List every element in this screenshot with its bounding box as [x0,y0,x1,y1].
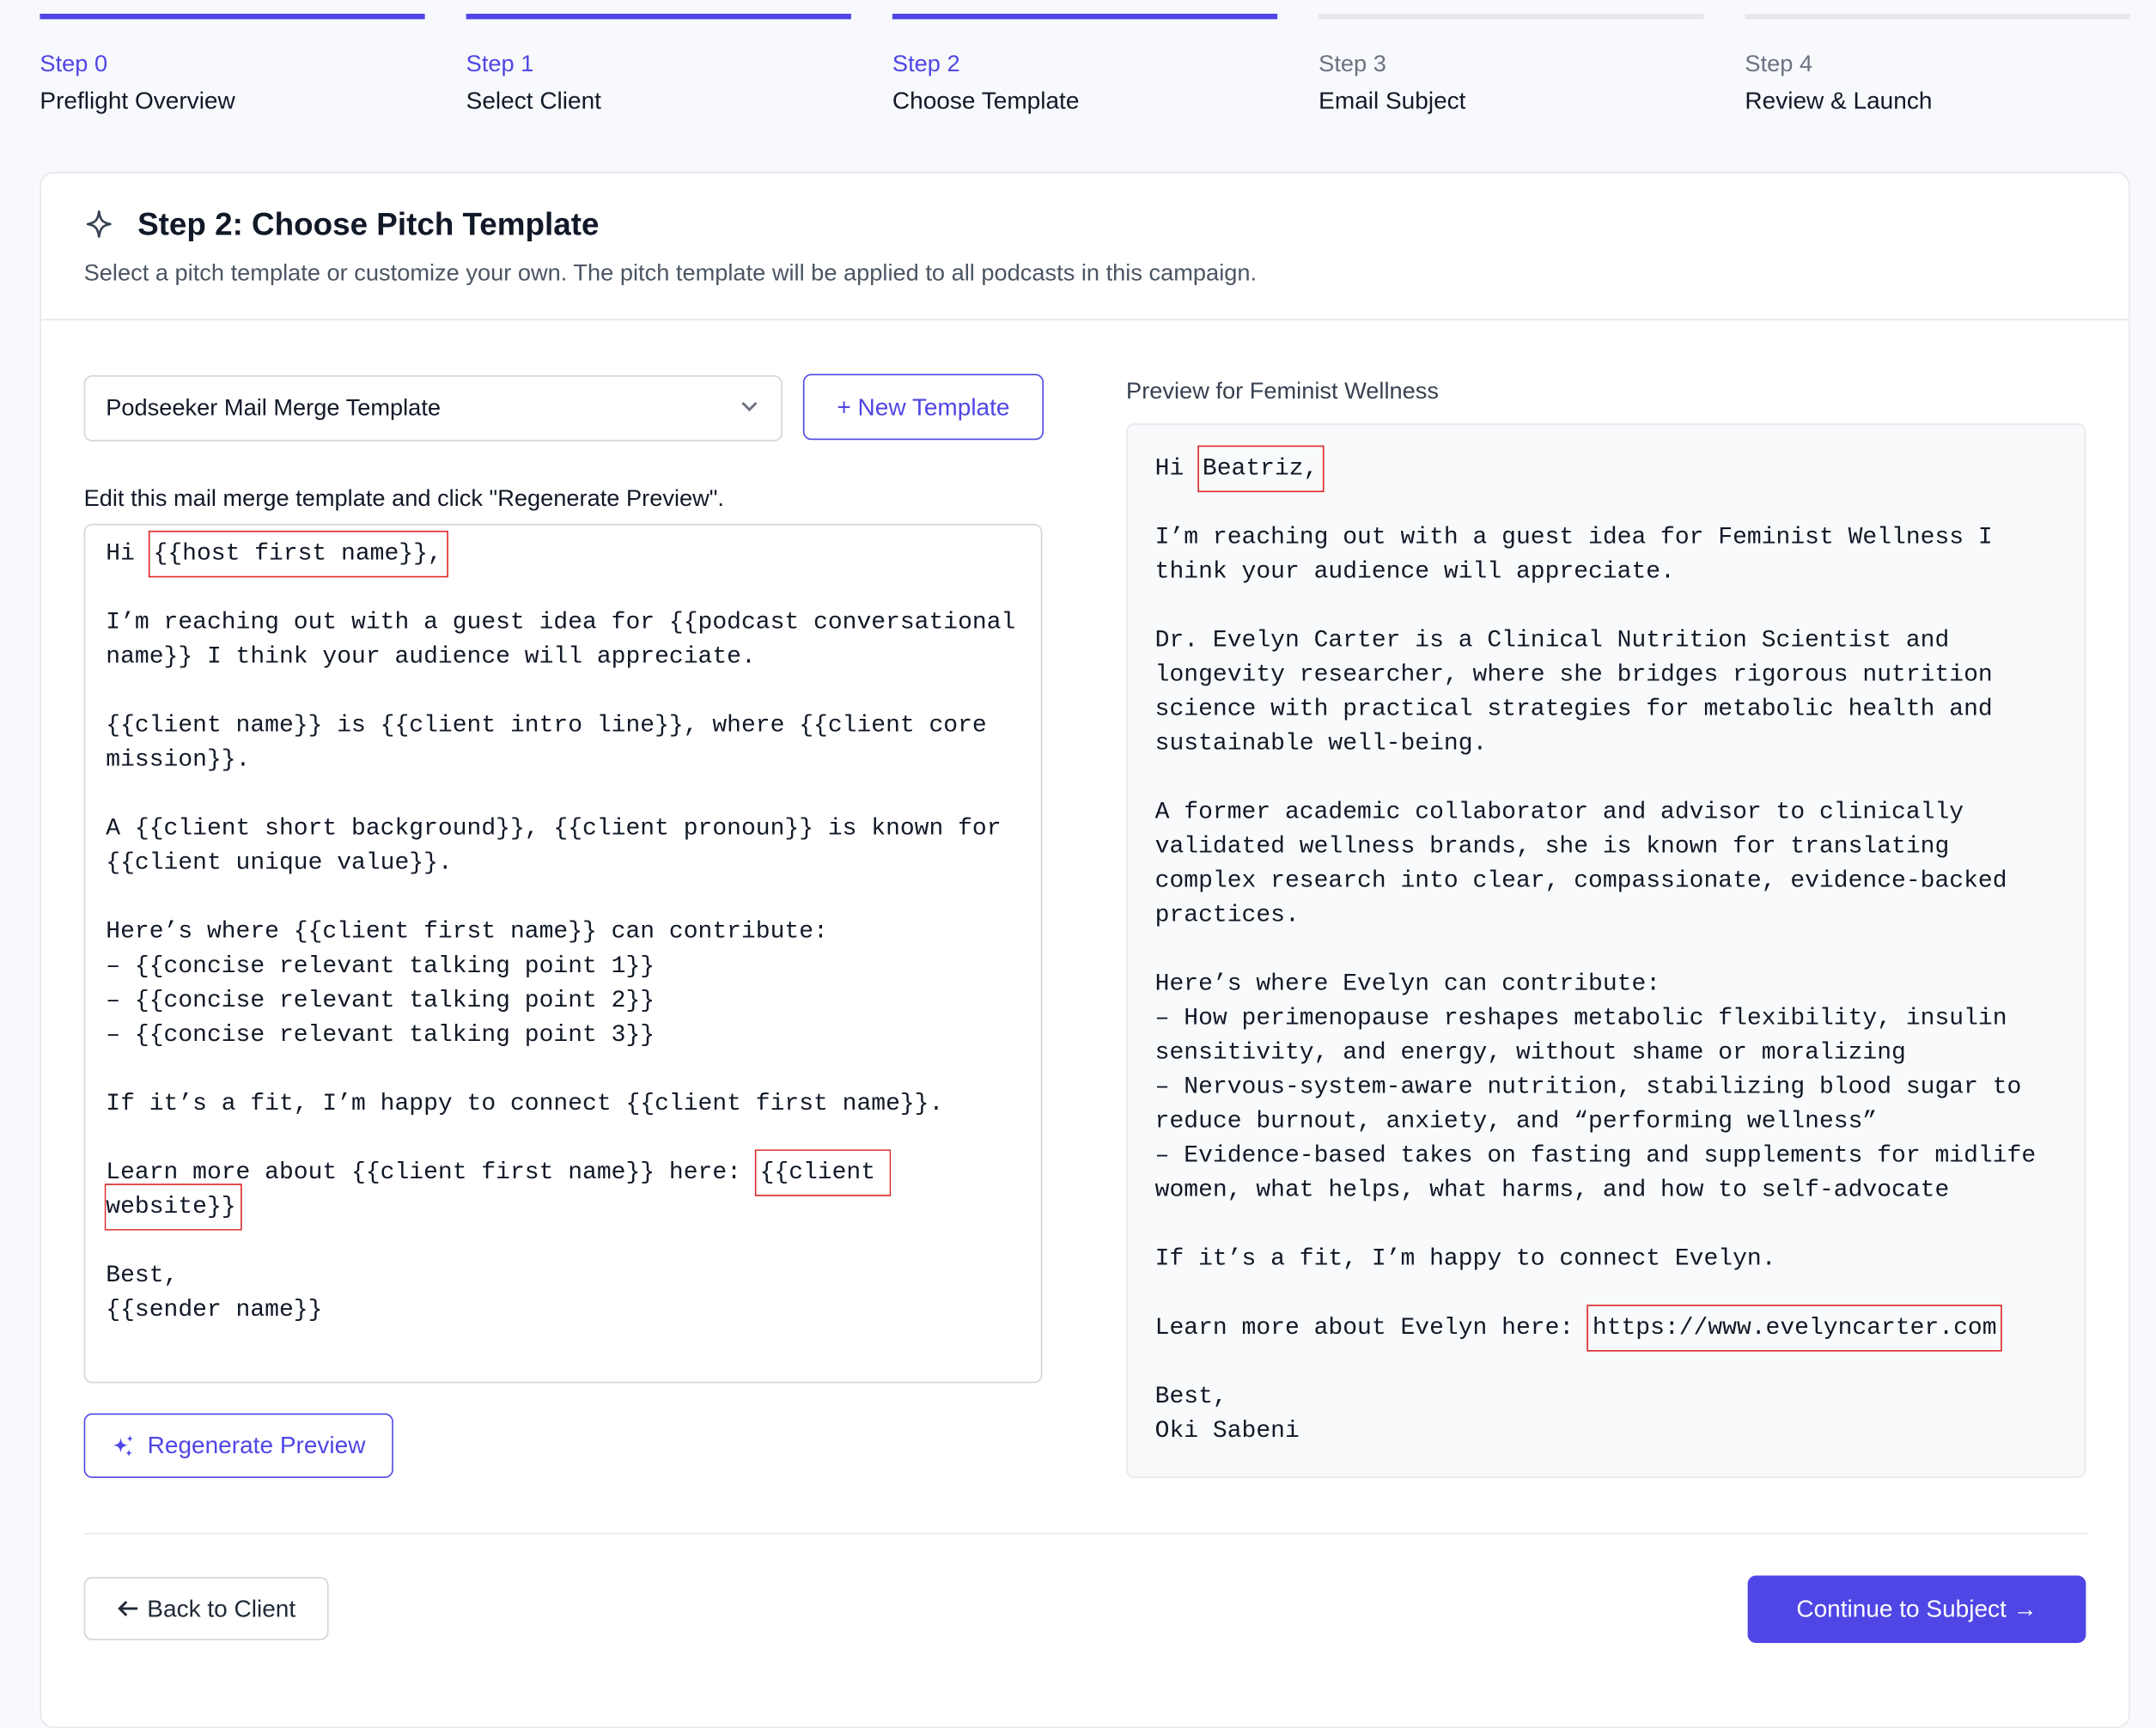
editor-instructions: Edit this mail merge template and click "Regenerate Preview". [83,485,724,512]
footer-divider [84,1533,2087,1535]
text-line [1155,762,2057,796]
text-segment: – Evidence-based takes on fasting and supplements for midlife women, what helps, what harms, and how to self-advocate [1154,1142,2050,1205]
text-line [106,606,1031,675]
step-number: Step 2 [892,51,960,77]
highlighted-variable: https://www.evelyncarter.com [1588,1306,2001,1350]
step-label: Select Client [466,86,601,114]
text-line [1155,934,2057,968]
text-segment: Learn more about Evelyn here: [1154,1314,1589,1342]
template-editor[interactable] [84,524,1043,1384]
text-segment: {{client name}} is {{client intro line}}, where {{client core mission}}. [106,712,1002,775]
text-line [106,1259,1020,1293]
text-line [1155,521,2057,590]
text-line [1155,1002,2057,1071]
text-line [1155,1071,2057,1140]
text-line [1155,1380,2057,1415]
text-line [1155,624,2057,762]
text-line [106,950,1020,984]
text-line [1155,487,2057,521]
step-number: Step 4 [1745,51,1813,77]
highlighted-variable: {{host first name}}, [149,532,447,576]
continue-to-subject-button[interactable]: Continue to Subject → [1748,1576,2086,1643]
step-progress-bar [892,14,1277,19]
step-number: Step 3 [1319,51,1386,77]
step-number: Step 0 [40,51,108,77]
text-line [1155,968,2057,1002]
text-segment: Learn more about {{client first name}} here: [106,1159,756,1187]
text-line [106,538,1020,572]
text-line [1155,590,2057,624]
text-segment: Hi [1154,454,1199,483]
text-segment: Here’s where {{client first name}} can contribute: [106,918,828,946]
highlighted-variable: {{client website}} [106,1151,890,1229]
step-number: Step 1 [466,51,534,77]
step-label: Choose Template [892,86,1080,114]
text-line [106,1156,1020,1225]
text-line [106,1019,1020,1053]
text-line [106,572,1020,606]
step-3[interactable] [1319,14,1703,115]
text-line [1155,796,2057,934]
back-label: Back to Client [147,1594,296,1622]
text-segment: Here’s where Evelyn can contribute: [1154,970,1661,999]
step-4[interactable] [1745,14,2129,115]
template-card [40,172,2129,1728]
text-segment: I’m reaching out with a guest idea for Feminist Wellness I think your audience will appreciate. [1154,523,2007,586]
text-segment: – {{concise relevant talking point 2}} [106,987,655,1015]
step-label: Review & Launch [1745,86,1933,114]
text-segment: – How perimenopause reshapes metabolic flexibility, insulin sensitivity, and energy, without shame or moralizing [1154,1005,2022,1068]
text-segment: Best, [1154,1383,1227,1411]
text-line [106,881,1020,916]
arrow-left-icon [117,1599,139,1618]
step-0[interactable] [40,14,424,115]
text-segment: – {{concise relevant talking point 1}} [106,952,655,981]
new-template-button[interactable]: + New Template [803,374,1044,440]
card-header [41,173,2129,320]
back-to-client-button[interactable] [84,1577,329,1640]
text-line [106,675,1020,709]
regenerate-preview-label: Regenerate Preview [147,1431,366,1459]
template-select-value: Podseeker Mail Merge Template [106,394,442,421]
text-segment: A former academic collaborator and advisor to clinically validated wellness brands, she is known for translating complex research into clear, compassionate, evidence-backed practices. [1154,799,2022,930]
text-segment: {{sender name}} [106,1296,323,1324]
sparkles-icon [112,1433,137,1458]
page-subtitle: Select a pitch template or customize your own. The pitch template will be applied to all podcasts in this campaign. [83,259,1258,286]
text-line [106,1053,1020,1087]
text-line [106,984,1020,1019]
text-line [106,709,1020,778]
step-1[interactable] [466,14,851,115]
text-line [106,1293,1020,1328]
text-segment: – Nervous-system-aware nutrition, stabilizing blood sugar to reduce burnout, anxiety, and “performing wellness” [1154,1074,2037,1136]
step-progress-bar [40,14,424,19]
text-line [106,916,1020,950]
text-line [1155,1311,2057,1346]
text-line [106,778,1020,812]
template-select[interactable] [84,375,783,441]
text-line [1155,1140,2057,1208]
step-progress-bar [1319,14,1703,19]
text-segment: I’m reaching out with a guest idea for {{podcast conversational name}} I think your audience will appreciate. [106,609,1031,672]
sparkle-icon [84,209,114,239]
text-segment: Oki Sabeni [1154,1417,1300,1445]
text-line [1155,1415,2057,1449]
text-segment: Dr. Evelyn Carter is a Clinical Nutrition Scientist and longevity researcher, where she bridges rigorous nutrition science with practical strategies for metabolic health and sustainable well-being. [1154,626,2007,758]
text-line [1155,1346,2057,1380]
text-line [1155,1243,2057,1277]
step-label: Preflight Overview [40,86,235,114]
step-progress-bar [1745,14,2129,19]
step-2[interactable] [892,14,1277,115]
text-line [106,812,1020,881]
text-segment: A {{client short background}}, {{client pronoun}} is known for {{client unique value}}. [106,815,1016,878]
preview-title: Preview for Feminist Wellness [1126,378,1440,405]
text-segment: If it’s a fit, I’m happy to connect Evelyn. [1154,1245,1776,1274]
chevron-down-icon [740,400,758,414]
step-label: Email Subject [1319,86,1466,114]
text-line [106,1087,1020,1122]
step-progress-bar [466,14,851,19]
text-segment: If it’s a fit, I’m happy to connect {{client first name}}. [106,1090,944,1118]
email-preview [1126,423,2086,1478]
page-title: Step 2: Choose Pitch Template [137,206,600,242]
regenerate-preview-button[interactable] [84,1414,393,1478]
highlighted-variable: Beatriz, [1198,447,1322,490]
text-line [106,1225,1020,1259]
text-line [1155,453,2057,487]
text-segment: – {{concise relevant talking point 3}} [106,1021,655,1050]
text-segment: Best, [106,1262,179,1290]
text-segment: Hi [106,540,149,569]
text-line [1155,1208,2057,1243]
